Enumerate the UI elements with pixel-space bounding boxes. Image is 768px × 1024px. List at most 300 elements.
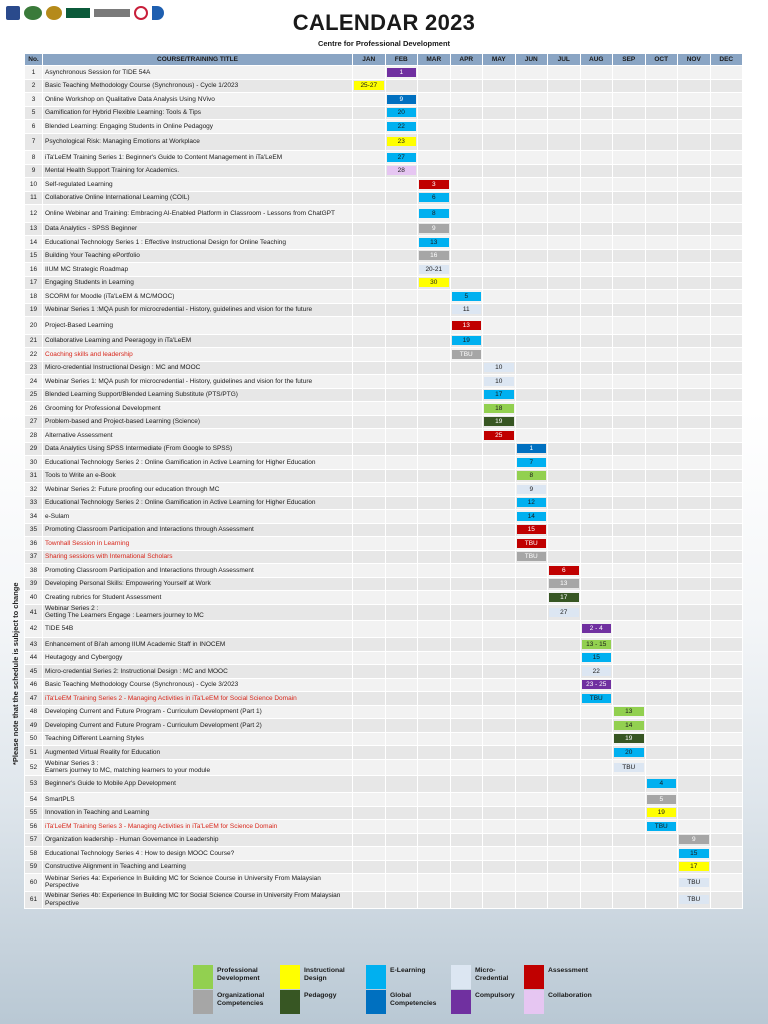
month-cell xyxy=(678,222,711,236)
month-cell xyxy=(580,429,613,443)
table-row xyxy=(25,705,743,719)
course-title: Self-regulated Learning xyxy=(43,178,353,192)
schedule-date-badge: 19 xyxy=(452,336,482,345)
month-cell xyxy=(353,591,386,605)
month-cell xyxy=(385,793,418,807)
month-cell xyxy=(645,361,678,375)
schedule-date-badge: TBU xyxy=(452,350,482,359)
month-cell xyxy=(580,375,613,389)
month-cell xyxy=(710,793,743,807)
month-cell xyxy=(580,891,613,909)
row-number: 48 xyxy=(25,705,43,719)
course-title: Townhall Session in Learning xyxy=(43,537,353,551)
table-row xyxy=(25,638,743,652)
month-cell xyxy=(678,151,711,165)
month-cell xyxy=(710,483,743,497)
month-cell xyxy=(385,93,418,107)
month-cell xyxy=(710,249,743,263)
schedule-date-badge: 27 xyxy=(549,608,579,617)
course-title: Data Analytics - SPSS Beginner xyxy=(43,222,353,236)
month-cell xyxy=(450,806,483,820)
month-cell xyxy=(418,860,451,874)
legend-item xyxy=(524,990,594,1014)
month-cell xyxy=(483,759,516,775)
month-cell xyxy=(418,191,451,205)
month-cell xyxy=(678,429,711,443)
month-cell xyxy=(678,510,711,524)
schedule-date-badge: 10 xyxy=(484,363,514,372)
month-cell xyxy=(483,678,516,692)
month-cell xyxy=(548,537,581,551)
month-cell xyxy=(450,303,483,317)
month-cell xyxy=(450,833,483,847)
month-cell xyxy=(353,847,386,861)
month-cell xyxy=(613,719,646,733)
month-cell xyxy=(580,820,613,834)
row-number: 60 xyxy=(25,874,43,892)
month-cell xyxy=(645,442,678,456)
month-cell xyxy=(548,860,581,874)
month-cell xyxy=(580,705,613,719)
month-cell xyxy=(450,415,483,429)
month-cell xyxy=(645,348,678,362)
row-number: 25 xyxy=(25,388,43,402)
table-row xyxy=(25,891,743,909)
legend-item xyxy=(193,990,263,1014)
month-cell xyxy=(678,456,711,470)
month-cell xyxy=(613,591,646,605)
month-cell xyxy=(515,133,548,151)
course-title: iTa'LeEM Training Series 3 - Managing Activities in iTa'LeEM for Science Domain xyxy=(43,820,353,834)
table-row xyxy=(25,106,743,120)
month-cell xyxy=(645,564,678,578)
row-number: 57 xyxy=(25,833,43,847)
month-cell xyxy=(385,604,418,620)
month-cell xyxy=(645,276,678,290)
month-cell xyxy=(515,151,548,165)
month-cell xyxy=(580,620,613,638)
month-cell xyxy=(580,249,613,263)
month-cell xyxy=(450,276,483,290)
month-cell xyxy=(710,66,743,80)
header-month: DEC xyxy=(710,54,743,66)
header-month: JUL xyxy=(548,54,581,66)
month-cell xyxy=(710,191,743,205)
month-cell xyxy=(450,860,483,874)
month-cell xyxy=(580,469,613,483)
month-cell xyxy=(385,806,418,820)
month-cell xyxy=(450,705,483,719)
month-cell xyxy=(613,469,646,483)
month-cell xyxy=(580,775,613,793)
table-row xyxy=(25,456,743,470)
month-cell xyxy=(353,678,386,692)
month-cell xyxy=(548,120,581,134)
month-cell xyxy=(385,290,418,304)
month-cell xyxy=(418,620,451,638)
row-number: 45 xyxy=(25,665,43,679)
month-cell xyxy=(385,550,418,564)
month-cell xyxy=(450,317,483,335)
month-cell xyxy=(450,820,483,834)
month-cell xyxy=(418,222,451,236)
month-cell xyxy=(515,604,548,620)
month-cell xyxy=(515,523,548,537)
month-cell xyxy=(580,847,613,861)
month-cell xyxy=(548,564,581,578)
row-number: 14 xyxy=(25,236,43,250)
month-cell xyxy=(613,665,646,679)
month-cell xyxy=(580,66,613,80)
course-title: Micro-credential Series 2: Instructional Design : MC and MOOC xyxy=(43,665,353,679)
schedule-date-badge: 8 xyxy=(517,471,547,480)
month-cell xyxy=(548,442,581,456)
month-cell xyxy=(580,833,613,847)
schedule-date-badge: 12 xyxy=(517,498,547,507)
month-cell xyxy=(418,604,451,620)
month-cell xyxy=(483,833,516,847)
month-cell xyxy=(548,620,581,638)
month-cell xyxy=(548,429,581,443)
month-cell xyxy=(710,833,743,847)
month-cell xyxy=(418,290,451,304)
month-cell xyxy=(450,746,483,760)
table-row xyxy=(25,732,743,746)
month-cell xyxy=(450,375,483,389)
schedule-date-badge: 11 xyxy=(452,305,482,314)
month-cell xyxy=(548,276,581,290)
month-cell xyxy=(710,456,743,470)
legend-swatch xyxy=(280,990,300,1014)
month-cell xyxy=(450,334,483,348)
month-cell xyxy=(515,236,548,250)
course-title: Psychological Risk: Managing Emotions at Workplace xyxy=(43,133,353,151)
schedule-date-badge: TBU xyxy=(614,763,644,772)
month-cell xyxy=(515,651,548,665)
month-cell xyxy=(548,651,581,665)
header-title: COURSE/TRAINING TITLE xyxy=(43,54,353,66)
month-cell xyxy=(613,151,646,165)
row-number: 21 xyxy=(25,334,43,348)
month-cell xyxy=(678,276,711,290)
month-cell xyxy=(515,510,548,524)
month-cell xyxy=(580,692,613,706)
month-cell xyxy=(710,303,743,317)
schedule-date-badge: 13 xyxy=(419,238,449,247)
month-cell xyxy=(515,276,548,290)
month-cell xyxy=(548,222,581,236)
table-row xyxy=(25,537,743,551)
month-cell xyxy=(418,456,451,470)
month-cell xyxy=(613,523,646,537)
month-cell xyxy=(353,891,386,909)
month-cell xyxy=(450,429,483,443)
row-number: 8 xyxy=(25,151,43,165)
row-number: 53 xyxy=(25,775,43,793)
month-cell xyxy=(548,106,581,120)
month-cell xyxy=(580,317,613,335)
month-cell xyxy=(353,874,386,892)
course-title: Beginner's Guide to Mobile App Development xyxy=(43,775,353,793)
month-cell xyxy=(353,746,386,760)
schedule-date-badge: 9 xyxy=(387,95,417,104)
legend-item xyxy=(193,965,263,989)
course-title: Grooming for Professional Development xyxy=(43,402,353,416)
month-cell xyxy=(483,651,516,665)
month-cell xyxy=(418,833,451,847)
month-cell xyxy=(580,402,613,416)
month-cell xyxy=(353,510,386,524)
month-cell xyxy=(450,847,483,861)
header-month: SEP xyxy=(613,54,646,66)
month-cell xyxy=(418,537,451,551)
month-cell xyxy=(580,860,613,874)
month-cell xyxy=(483,793,516,807)
month-cell xyxy=(483,510,516,524)
month-cell xyxy=(580,591,613,605)
schedule-date-badge: 1 xyxy=(517,444,547,453)
legend-swatch xyxy=(193,965,213,989)
month-cell xyxy=(678,120,711,134)
month-cell xyxy=(613,483,646,497)
legend-label: E-Learning xyxy=(390,967,426,974)
month-cell xyxy=(548,164,581,178)
month-cell xyxy=(678,665,711,679)
table-row xyxy=(25,164,743,178)
month-cell xyxy=(418,361,451,375)
month-cell xyxy=(548,550,581,564)
month-cell xyxy=(483,93,516,107)
month-cell xyxy=(385,732,418,746)
month-cell xyxy=(385,348,418,362)
month-cell xyxy=(710,442,743,456)
month-cell xyxy=(450,236,483,250)
month-cell xyxy=(580,651,613,665)
month-cell xyxy=(710,120,743,134)
month-cell xyxy=(548,833,581,847)
legend-label: Pedagogy xyxy=(304,992,337,999)
month-cell xyxy=(515,678,548,692)
schedule-date-badge: 15 xyxy=(517,525,547,534)
month-cell xyxy=(418,638,451,652)
row-number: 13 xyxy=(25,222,43,236)
legend-item xyxy=(280,990,350,1014)
schedule-date-badge: 25-27 xyxy=(354,81,384,90)
header-row xyxy=(25,54,743,66)
month-cell xyxy=(678,820,711,834)
month-cell xyxy=(580,120,613,134)
month-cell xyxy=(710,276,743,290)
course-title: Promoting Classroom Participation and Interactions through Assessment xyxy=(43,523,353,537)
month-cell xyxy=(580,638,613,652)
legend-swatch xyxy=(524,965,544,989)
month-cell xyxy=(483,604,516,620)
month-cell xyxy=(515,746,548,760)
month-cell xyxy=(353,205,386,223)
table-row xyxy=(25,334,743,348)
month-cell xyxy=(645,106,678,120)
month-cell xyxy=(515,665,548,679)
schedule-date-badge: 28 xyxy=(387,166,417,175)
month-cell xyxy=(710,164,743,178)
month-cell xyxy=(450,496,483,510)
month-cell xyxy=(353,860,386,874)
month-cell xyxy=(580,564,613,578)
header-month: MAY xyxy=(483,54,516,66)
month-cell xyxy=(613,759,646,775)
month-cell xyxy=(385,164,418,178)
month-cell xyxy=(450,93,483,107)
month-cell xyxy=(710,820,743,834)
month-cell xyxy=(613,120,646,134)
schedule-date-badge: 6 xyxy=(419,193,449,202)
month-cell xyxy=(613,847,646,861)
month-cell xyxy=(645,820,678,834)
month-cell xyxy=(450,775,483,793)
month-cell xyxy=(613,191,646,205)
course-title: Data Analytics Using SPSS Intermediate (From Google to SPSS) xyxy=(43,442,353,456)
month-cell xyxy=(645,665,678,679)
table-row xyxy=(25,483,743,497)
month-cell xyxy=(515,178,548,192)
month-cell xyxy=(450,66,483,80)
month-cell xyxy=(645,732,678,746)
month-cell xyxy=(710,106,743,120)
month-cell xyxy=(353,375,386,389)
month-cell xyxy=(710,732,743,746)
month-cell xyxy=(418,303,451,317)
month-cell xyxy=(385,303,418,317)
month-cell xyxy=(418,93,451,107)
month-cell xyxy=(645,620,678,638)
table-row xyxy=(25,205,743,223)
month-cell xyxy=(678,759,711,775)
table-row xyxy=(25,375,743,389)
month-cell xyxy=(548,705,581,719)
month-cell xyxy=(548,692,581,706)
month-cell xyxy=(678,375,711,389)
legend-label: Collaboration xyxy=(548,992,592,999)
month-cell xyxy=(645,469,678,483)
row-number: 20 xyxy=(25,317,43,335)
month-cell xyxy=(515,483,548,497)
month-cell xyxy=(678,604,711,620)
table-row xyxy=(25,833,743,847)
month-cell xyxy=(645,66,678,80)
month-cell xyxy=(515,692,548,706)
course-title: Promoting Classroom Participation and Interactions through Assessment xyxy=(43,564,353,578)
month-cell xyxy=(418,483,451,497)
month-cell xyxy=(548,151,581,165)
month-cell xyxy=(353,833,386,847)
month-cell xyxy=(548,820,581,834)
course-title: Constructive Alignment in Teaching and Learning xyxy=(43,860,353,874)
month-cell xyxy=(710,719,743,733)
month-cell xyxy=(613,249,646,263)
month-cell xyxy=(613,564,646,578)
row-number: 6 xyxy=(25,120,43,134)
month-cell xyxy=(385,820,418,834)
month-cell xyxy=(385,456,418,470)
header-month: OCT xyxy=(645,54,678,66)
month-cell xyxy=(678,106,711,120)
table-row xyxy=(25,361,743,375)
month-cell xyxy=(580,604,613,620)
month-cell xyxy=(385,678,418,692)
schedule-date-badge: 17 xyxy=(549,593,579,602)
month-cell xyxy=(613,692,646,706)
month-cell xyxy=(548,604,581,620)
month-cell xyxy=(450,191,483,205)
month-cell xyxy=(678,415,711,429)
month-cell xyxy=(515,348,548,362)
month-cell xyxy=(710,746,743,760)
month-cell xyxy=(483,429,516,443)
month-cell xyxy=(580,523,613,537)
month-cell xyxy=(548,303,581,317)
month-cell xyxy=(385,415,418,429)
schedule-date-badge: 25 xyxy=(484,431,514,440)
month-cell xyxy=(450,151,483,165)
month-cell xyxy=(483,523,516,537)
month-cell xyxy=(418,348,451,362)
course-title: SmartPLS xyxy=(43,793,353,807)
month-cell xyxy=(645,793,678,807)
month-cell xyxy=(580,550,613,564)
row-number: 38 xyxy=(25,564,43,578)
month-cell xyxy=(548,469,581,483)
table-row xyxy=(25,577,743,591)
month-cell xyxy=(450,178,483,192)
course-title: Educational Technology Series 2 : Online Gamification in Active Learning for Higher Education xyxy=(43,456,353,470)
month-cell xyxy=(548,66,581,80)
header-month: JUN xyxy=(515,54,548,66)
month-cell xyxy=(450,678,483,692)
month-cell xyxy=(515,93,548,107)
month-cell xyxy=(710,263,743,277)
month-cell xyxy=(613,263,646,277)
calendar-body xyxy=(25,66,743,909)
month-cell xyxy=(483,276,516,290)
month-cell xyxy=(385,222,418,236)
month-cell xyxy=(515,874,548,892)
schedule-date-badge: 17 xyxy=(484,390,514,399)
month-cell xyxy=(515,263,548,277)
month-cell xyxy=(548,402,581,416)
month-cell xyxy=(450,348,483,362)
table-row xyxy=(25,66,743,80)
page-title: CALENDAR 2023 xyxy=(292,10,476,35)
month-cell xyxy=(613,348,646,362)
month-cell xyxy=(645,93,678,107)
month-cell xyxy=(678,66,711,80)
month-cell xyxy=(515,705,548,719)
month-cell xyxy=(483,375,516,389)
month-cell xyxy=(710,523,743,537)
month-cell xyxy=(645,205,678,223)
month-cell xyxy=(645,164,678,178)
month-cell xyxy=(548,591,581,605)
month-cell xyxy=(515,361,548,375)
month-cell xyxy=(450,564,483,578)
month-cell xyxy=(645,806,678,820)
month-cell xyxy=(678,93,711,107)
month-cell xyxy=(613,651,646,665)
month-cell xyxy=(385,496,418,510)
month-cell xyxy=(678,651,711,665)
row-number: 43 xyxy=(25,638,43,652)
month-cell xyxy=(678,133,711,151)
